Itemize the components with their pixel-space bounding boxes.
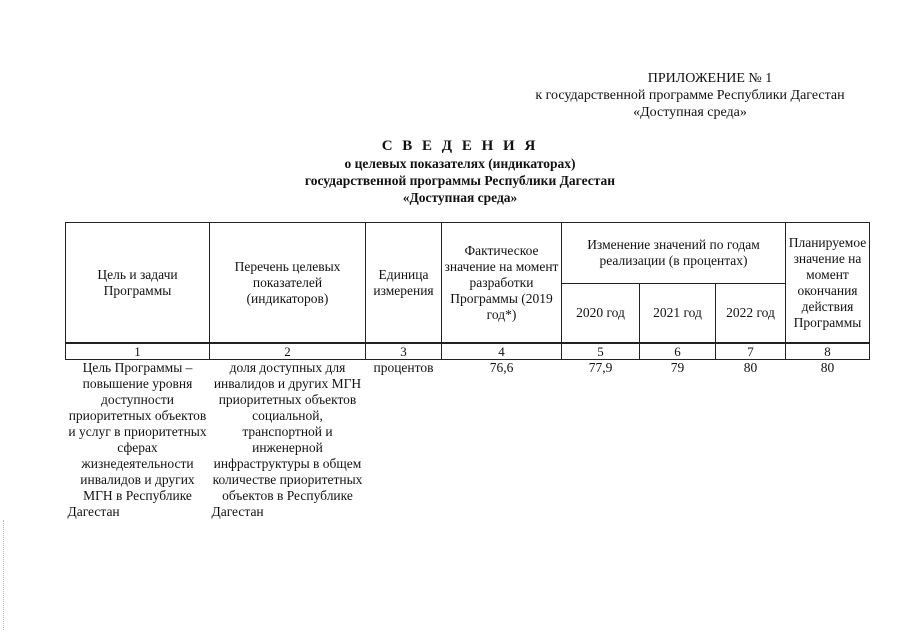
heading-line-2: о целевых показателях (индикаторах) <box>344 156 576 171</box>
column-number: 5 <box>562 343 640 360</box>
cell-value-2020: 77,9 <box>588 360 613 375</box>
cell-value-2022: 80 <box>743 360 758 375</box>
cell-actual-value: 76,6 <box>489 360 514 375</box>
header-indicators: Перечень целевых показателей (индикаторов) <box>210 223 366 344</box>
header-unit: Единица измерения <box>366 223 442 344</box>
column-number: 8 <box>786 343 870 360</box>
appendix-title: ПРИЛОЖЕНИЕ № 1 <box>647 71 773 86</box>
cell-unit: процентов <box>373 360 434 375</box>
cell-planned-value: 80 <box>820 360 835 375</box>
header-goal: Цель и задачи Программы <box>66 223 210 344</box>
column-number: 6 <box>640 343 716 360</box>
header-change-by-year: Изменение значений по годам реализации (в процентах) <box>562 223 786 284</box>
indicators-table <box>65 222 870 520</box>
heading-line-4: «Доступная среда» <box>402 190 518 205</box>
column-number: 2 <box>210 343 366 360</box>
heading-line-3: государственной программы Республики Дагестан <box>304 173 616 188</box>
scan-margin-mark <box>3 520 5 630</box>
appendix-program-name: «Доступная среда» <box>633 105 747 120</box>
appendix-block <box>500 70 880 121</box>
header-actual-value: Фактическое значение на момент разработки Программы (2019 год*) <box>442 223 562 344</box>
table-row <box>66 360 870 521</box>
cell-value-2021: 79 <box>670 360 685 375</box>
header-planned-value: Планируемое значение на момент окончания действия Программы <box>786 223 870 344</box>
cell-indicator: доля доступных для инвалидов и других МГН приоритетных объектов социальной, транспортной и инженерной инфраструктуры в общем количестве приоритетных объектов в Республике Дагестан <box>211 360 363 519</box>
column-number: 1 <box>66 343 210 360</box>
document-title: С В Е Д Е Н И Я <box>381 138 539 154</box>
header-year-2021: 2021 год <box>640 284 716 344</box>
appendix-reference: к государственной программе Республики Дагестан <box>535 88 845 103</box>
document-heading <box>240 138 680 206</box>
column-number: 4 <box>442 343 562 360</box>
column-number: 7 <box>716 343 786 360</box>
header-year-2022: 2022 год <box>716 284 786 344</box>
column-number-row <box>66 343 870 360</box>
cell-goal: Цель Программы – повышение уровня доступности приоритетных объектов и услуг в приоритетных сферах жизнедеятельности инвалидов и других МГН в Республике Дагестан <box>67 360 207 519</box>
column-number: 3 <box>366 343 442 360</box>
header-year-2020: 2020 год <box>562 284 640 344</box>
